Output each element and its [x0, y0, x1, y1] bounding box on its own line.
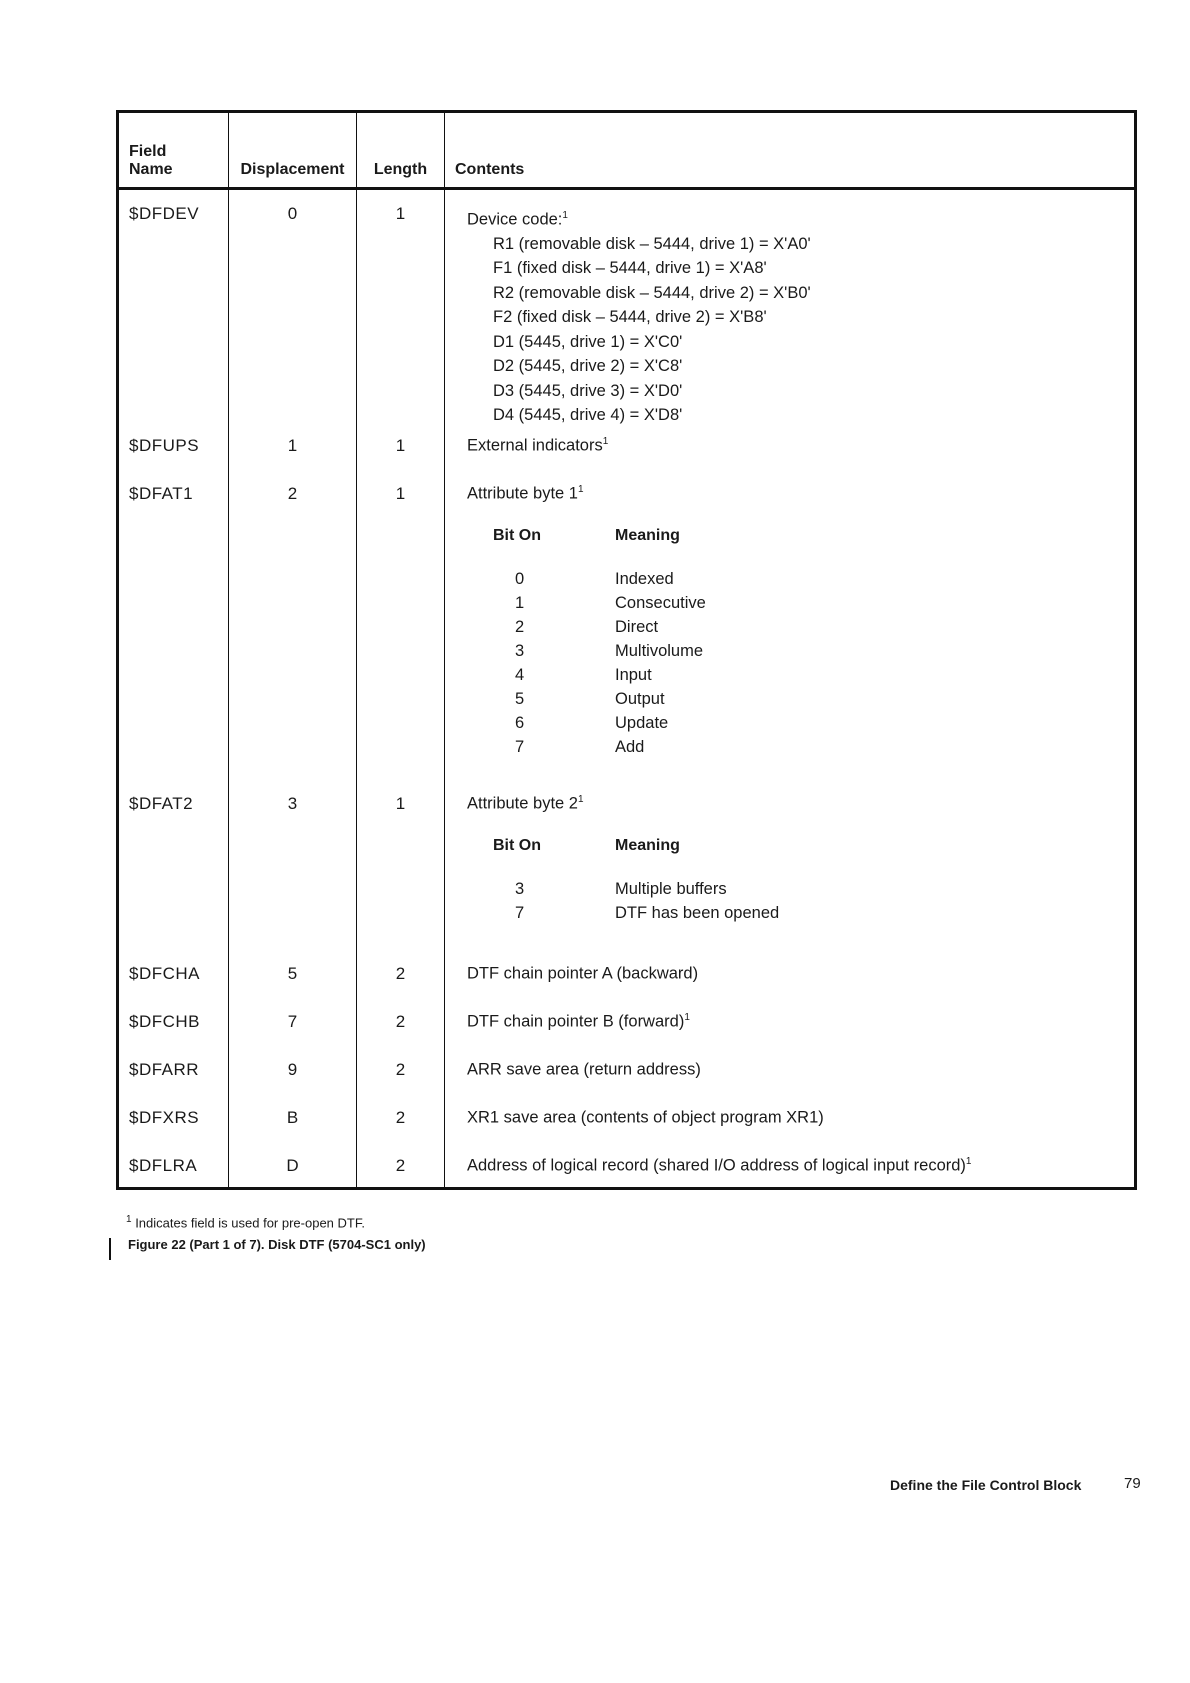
meaning-header: Meaning — [615, 837, 680, 854]
contents-cell — [445, 476, 1136, 786]
list-item: R1 (removable disk – 5444, drive 1) = X'A0' — [493, 234, 811, 253]
bit-row — [467, 615, 1134, 639]
list-item: D3 (5445, drive 3) = X'D0' — [493, 381, 683, 400]
bit-on-header: Bit On — [493, 837, 541, 854]
bit-list — [467, 877, 1134, 925]
bit-on-header: Bit On — [493, 527, 541, 544]
table-row — [118, 956, 1136, 1004]
table-row — [118, 1004, 1136, 1052]
field-name: $DFAT1 — [129, 483, 194, 503]
length-cell — [357, 1004, 445, 1052]
revision-bar — [109, 1238, 111, 1260]
footnote-text: Indicates field is used for pre-open DTF. — [135, 1215, 365, 1231]
field-name-cell — [118, 786, 229, 956]
table-row — [118, 1100, 1136, 1148]
bit-meaning: Multiple buffers — [615, 880, 727, 898]
field-name-cell — [118, 956, 229, 1004]
header-contents: Contents — [445, 112, 1136, 189]
field-name: $DFDEV — [129, 204, 200, 223]
field-name-cell — [118, 1004, 229, 1052]
bit-number: 4 — [515, 666, 525, 684]
contents-block — [445, 190, 1134, 428]
displacement-value: B — [286, 1107, 299, 1127]
bit-number: 0 — [515, 570, 525, 588]
list-item: D2 (5445, drive 2) = X'C8' — [493, 357, 683, 375]
contents-title: DTF chain pointer B (forward) — [467, 1012, 685, 1030]
bit-number: 7 — [515, 738, 525, 756]
contents-title: Attribute byte 1 — [467, 484, 578, 502]
field-name: $DFCHB — [129, 1011, 201, 1031]
displacement-cell — [229, 1052, 357, 1100]
length-value: 1 — [395, 793, 406, 813]
list-item: F2 (fixed disk – 5444, drive 2) = X'B8' — [493, 308, 767, 326]
displacement-value: 3 — [287, 793, 298, 813]
table-row — [118, 428, 1136, 476]
length-cell — [357, 1100, 445, 1148]
bit-row — [467, 639, 1134, 663]
footnote-mark: 1 — [126, 1214, 132, 1225]
running-footer: Define the File Control Block — [890, 1477, 1082, 1493]
length-value: 2 — [395, 1011, 406, 1031]
bit-number: 7 — [515, 904, 525, 922]
footnote-mark: 1 — [602, 435, 609, 447]
bit-meaning: Direct — [615, 618, 659, 636]
length-cell — [357, 786, 445, 956]
contents-cell — [445, 956, 1136, 1004]
field-name: $DFARR — [129, 1059, 200, 1079]
length-cell — [357, 1052, 445, 1100]
displacement-value: 1 — [287, 435, 298, 455]
contents-cell — [445, 428, 1136, 476]
contents-block — [445, 1148, 1134, 1176]
contents-cell — [445, 1100, 1136, 1148]
displacement-value: 2 — [287, 483, 298, 503]
contents-block — [445, 1004, 1134, 1032]
header-field-name-line2: Name — [129, 161, 173, 178]
table-row — [118, 189, 1136, 428]
header-displacement: Displacement — [229, 112, 357, 189]
bit-number: 1 — [515, 594, 525, 612]
device-code-list — [467, 232, 1134, 428]
bit-row — [467, 711, 1134, 735]
list-item: D4 (5445, drive 4) = X'D8' — [493, 406, 683, 424]
bit-number: 3 — [515, 642, 525, 660]
footnote-mark: 1 — [965, 1155, 972, 1167]
contents-block — [445, 1052, 1134, 1080]
bit-row — [467, 901, 1134, 925]
length-cell — [357, 1148, 445, 1189]
contents-title: ARR save area (return address) — [467, 1060, 701, 1078]
contents-title: Address of logical record (shared I/O address of logical input record) — [467, 1156, 966, 1174]
footnote-mark: 1 — [577, 793, 584, 805]
bit-meaning: Update — [615, 714, 669, 732]
bit-meaning: DTF has been opened — [615, 904, 780, 922]
bit-meaning: Input — [615, 666, 652, 684]
bit-row — [467, 591, 1134, 615]
table-footnote — [126, 1214, 365, 1230]
field-name-cell — [118, 1052, 229, 1100]
displacement-value: D — [286, 1155, 299, 1175]
contents-cell — [445, 1004, 1136, 1052]
header-field-name — [118, 112, 229, 189]
bit-table-header — [467, 527, 1134, 545]
contents-cell — [445, 1052, 1136, 1100]
meaning-header: Meaning — [615, 527, 680, 544]
footnote-mark: 1 — [577, 483, 584, 495]
field-name: $DFCHA — [129, 963, 201, 983]
table-row — [118, 786, 1136, 956]
field-name: $DFXRS — [129, 1107, 200, 1127]
bit-table-header — [467, 837, 1134, 855]
bit-number: 3 — [515, 880, 525, 898]
field-name-cell — [118, 1100, 229, 1148]
length-cell — [357, 956, 445, 1004]
page-number: 79 — [1124, 1475, 1141, 1492]
contents-block — [445, 428, 1134, 456]
bit-number: 6 — [515, 714, 525, 732]
contents-title: Attribute byte 2 — [467, 794, 578, 812]
displacement-value: 9 — [287, 1059, 298, 1079]
contents-title: External indicators — [467, 436, 603, 454]
list-item: D1 (5445, drive 1) = X'C0' — [493, 332, 683, 351]
displacement-cell — [229, 476, 357, 786]
footnote-mark: 1 — [562, 210, 568, 221]
field-name: $DFLRA — [129, 1155, 198, 1175]
list-item: R2 (removable disk – 5444, drive 2) = X'B0' — [493, 283, 811, 302]
field-name-cell — [118, 476, 229, 786]
contents-cell — [445, 1148, 1136, 1189]
footnote-mark: 1 — [684, 1011, 690, 1023]
bit-list — [467, 567, 1134, 759]
displacement-cell — [229, 786, 357, 956]
displacement-value: 5 — [287, 963, 298, 983]
header-field-name-line1: Field — [129, 143, 167, 160]
bit-row — [467, 687, 1134, 711]
displacement-cell — [229, 956, 357, 1004]
bit-row — [467, 567, 1134, 591]
displacement-cell — [229, 1100, 357, 1148]
bit-meaning: Output — [615, 690, 665, 708]
field-name: $DFAT2 — [129, 793, 194, 813]
bit-row — [467, 877, 1134, 901]
contents-block — [445, 476, 1134, 760]
contents-cell — [445, 786, 1136, 956]
figure-caption: Figure 22 (Part 1 of 7). Disk DTF (5704-SC1 only) — [128, 1237, 426, 1252]
contents-cell — [445, 189, 1136, 428]
displacement-value: 7 — [287, 1011, 298, 1031]
contents-block — [445, 956, 1134, 984]
displacement-cell — [229, 428, 357, 476]
displacement-value: 0 — [287, 204, 298, 223]
length-value: 2 — [395, 963, 406, 983]
length-value: 2 — [395, 1059, 406, 1079]
bit-number: 2 — [515, 618, 525, 636]
bit-row — [467, 735, 1134, 759]
length-cell — [357, 189, 445, 428]
list-item: F1 (fixed disk – 5444, drive 1) = X'A8' — [493, 259, 767, 277]
displacement-cell — [229, 1148, 357, 1189]
bit-meaning: Consecutive — [615, 594, 706, 612]
table-row — [118, 1052, 1136, 1100]
table-row — [118, 476, 1136, 786]
displacement-cell — [229, 189, 357, 428]
length-cell — [357, 428, 445, 476]
table-row — [118, 1148, 1136, 1189]
field-name-cell — [118, 189, 229, 428]
length-cell — [357, 476, 445, 786]
bit-number: 5 — [515, 690, 525, 708]
contents-title: DTF chain pointer A (backward) — [467, 964, 699, 982]
length-value: 1 — [395, 483, 406, 503]
dtf-field-table — [116, 110, 1137, 1190]
length-value: 1 — [395, 435, 406, 455]
field-name: $DFUPS — [129, 435, 200, 455]
field-name-cell — [118, 1148, 229, 1189]
contents-title: XR1 save area (contents of object program XR1) — [467, 1108, 824, 1126]
length-value: 2 — [395, 1155, 406, 1175]
table-header-row — [118, 112, 1136, 189]
bit-meaning: Add — [615, 738, 645, 756]
contents-title: Device code: — [467, 210, 563, 229]
bit-meaning: Multivolume — [615, 642, 704, 660]
contents-block — [445, 1100, 1134, 1128]
bit-row — [467, 663, 1134, 687]
displacement-cell — [229, 1004, 357, 1052]
length-value: 1 — [395, 204, 406, 223]
header-length: Length — [357, 112, 445, 189]
field-name-cell — [118, 428, 229, 476]
contents-block — [445, 786, 1134, 926]
bit-meaning: Indexed — [615, 570, 674, 588]
length-value: 2 — [395, 1107, 406, 1127]
